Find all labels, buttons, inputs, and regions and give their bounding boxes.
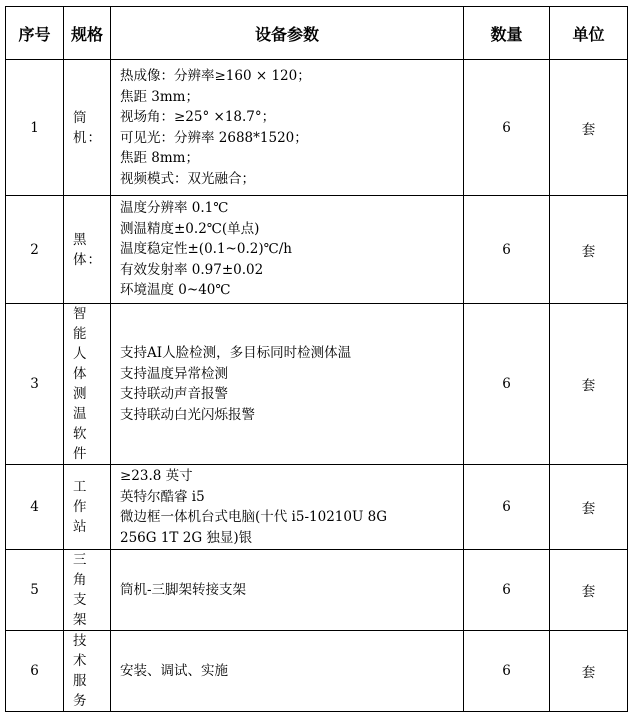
param-line: 视场角：≥25° ×18.7°； (120, 109, 276, 125)
row-spec: 智能人体测温软件 (73, 306, 88, 462)
row-params (111, 196, 464, 304)
table-row (6, 60, 628, 196)
row-params (111, 465, 464, 550)
param-line: 热成像：分辨率≥160 × 120； (120, 68, 311, 84)
row-index: 6 (6, 631, 64, 712)
header-spec: 规格 (64, 7, 111, 60)
param-line: 温度稳定性±(0.1~0.2)℃/h (120, 241, 292, 258)
row-index: 1 (6, 60, 64, 196)
row-unit: 套 (550, 196, 628, 304)
row-params (111, 550, 464, 631)
param-line: 视频模式：双光融合； (120, 170, 255, 187)
row-unit: 套 (550, 465, 628, 550)
param-line: 温度分辨率 0.1℃ (120, 200, 229, 217)
param-line: ≥23.8 英寸 (120, 468, 193, 484)
row-index: 3 (6, 304, 64, 465)
header-params: 设备参数 (111, 7, 464, 60)
param-line: 焦距 8mm； (120, 150, 199, 166)
row-quantity: 6 (464, 60, 550, 196)
table-row (6, 304, 628, 465)
header-unit: 单位 (550, 7, 628, 60)
param-line: 可见光：分辨率 2688*1520； (120, 129, 308, 146)
row-unit: 套 (550, 631, 628, 712)
table-row (6, 631, 628, 712)
param-line: 环境温度 0~40℃ (120, 282, 231, 299)
row-index: 2 (6, 196, 64, 304)
header-row (6, 7, 628, 60)
row-quantity: 6 (464, 465, 550, 550)
table-row (6, 196, 628, 304)
row-quantity: 6 (464, 550, 550, 631)
row-index: 4 (6, 465, 64, 550)
param-line: 筒机-三脚架转接支架 (120, 581, 247, 598)
row-params (111, 304, 464, 465)
table-row (6, 465, 628, 550)
param-line: 测温精度±0.2℃(单点) (120, 220, 260, 237)
table-row (6, 550, 628, 631)
row-unit: 套 (550, 550, 628, 631)
row-quantity: 6 (464, 631, 550, 712)
row-spec: 筒机： (73, 109, 102, 146)
param-line: 支持联动白光闪烁报警 (120, 406, 255, 423)
param-line: 英特尔酷睿 i5 (120, 488, 205, 505)
row-spec: 工作站 (73, 479, 88, 535)
param-line: 256G 1T 2G 独显)银 (120, 529, 253, 546)
param-line: 支持联动声音报警 (120, 386, 228, 402)
equipment-table (5, 6, 628, 712)
row-spec: 黑体： (73, 231, 102, 268)
row-params (111, 60, 464, 196)
row-quantity: 6 (464, 196, 550, 304)
header-index: 序号 (6, 7, 64, 60)
row-unit: 套 (550, 60, 628, 196)
row-quantity: 6 (464, 304, 550, 465)
param-line: 安装、调试、实施 (120, 662, 228, 679)
param-line: 支持AI人脸检测，多目标同时检测体温 (120, 345, 352, 361)
row-params (111, 631, 464, 712)
row-index: 5 (6, 550, 64, 631)
row-spec: 技术服务 (73, 633, 88, 709)
header-quantity: 数量 (464, 7, 550, 60)
param-line: 支持温度异常检测 (120, 365, 228, 382)
row-spec: 三角支架 (73, 552, 88, 628)
row-unit: 套 (550, 304, 628, 465)
param-line: 有效发射率 0.97±0.02 (120, 261, 264, 278)
param-line: 焦距 3mm； (120, 88, 199, 105)
param-line: 微边框一体机台式电脑(十代 i5-10210U 8G (120, 509, 388, 525)
